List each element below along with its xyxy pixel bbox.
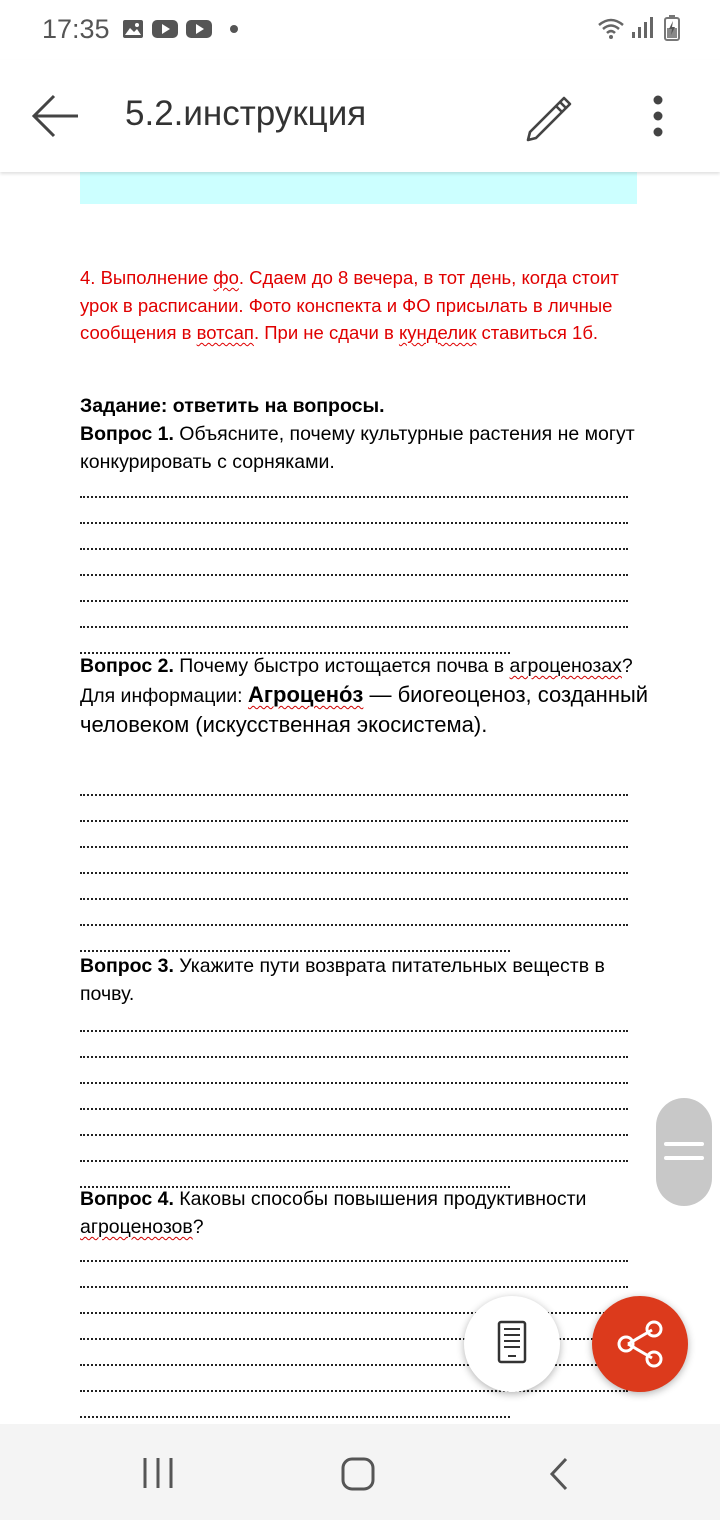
wifi-icon xyxy=(597,16,625,40)
answer-line xyxy=(80,874,628,900)
gallery-icon xyxy=(122,19,144,39)
answer-line xyxy=(80,524,628,550)
answer-line xyxy=(80,770,628,796)
question-text: Почему быстро истощается почва в xyxy=(173,655,510,677)
answer-line xyxy=(80,628,510,654)
answer-line xyxy=(80,900,628,926)
signal-icon xyxy=(630,16,654,40)
answer-line xyxy=(80,1392,510,1418)
youtube-icon xyxy=(186,19,212,39)
battery-icon xyxy=(664,15,680,41)
answer-line xyxy=(80,1058,628,1084)
question-block xyxy=(80,952,650,1008)
answer-line xyxy=(80,1136,628,1162)
answer-line xyxy=(80,472,628,498)
instruction-text: ставиться 1б. xyxy=(476,322,599,343)
question-label: Вопрос 2. xyxy=(80,655,174,677)
question-block xyxy=(80,652,650,740)
instruction-text: . При не сдачи в xyxy=(253,322,399,343)
question-text: ? Для информации: xyxy=(80,655,633,707)
answer-lines xyxy=(80,770,628,952)
pencil-icon[interactable] xyxy=(520,90,572,142)
drag-handle-icon xyxy=(656,1098,712,1206)
reading-view-button[interactable] xyxy=(464,1296,560,1392)
highlight-band xyxy=(80,172,637,204)
instruction-paragraph xyxy=(80,264,650,347)
term-definition: — биогеоценоз, созданный человеком (искусственная экосистема). xyxy=(80,682,649,737)
question-label: Вопрос 1. xyxy=(80,423,174,445)
status-time: 17:35 xyxy=(42,14,110,44)
spellcheck-word: агроценозов xyxy=(80,1216,193,1238)
answer-line xyxy=(80,796,628,822)
task-heading: Задание: ответить на вопросы. xyxy=(80,395,385,417)
question-label: Вопрос 4. xyxy=(80,1188,174,1210)
question-text: Объясните, почему культурные растения не могут конкурировать с сорняками. xyxy=(80,423,635,473)
question-text: Укажите пути возврата питательных веществ в почву. xyxy=(80,955,605,1005)
answer-line xyxy=(80,848,628,874)
spellcheck-word: фо xyxy=(213,267,239,288)
share-icon xyxy=(592,1296,688,1392)
answer-line xyxy=(80,602,628,628)
answer-line xyxy=(80,822,628,848)
task-block xyxy=(80,392,650,476)
answer-line xyxy=(80,1032,628,1058)
back-arrow-icon[interactable] xyxy=(30,92,82,140)
answer-line xyxy=(80,550,628,576)
question-label: Вопрос 3. xyxy=(80,955,174,977)
question-block xyxy=(80,1185,650,1241)
term-word: Агроцено́з xyxy=(248,682,364,707)
app-toolbar xyxy=(0,60,720,172)
answer-lines xyxy=(80,472,628,654)
recents-icon[interactable] xyxy=(140,1456,176,1490)
question-text: Каковы способы повышения продуктивности xyxy=(173,1188,587,1210)
reading-view-icon xyxy=(464,1296,560,1392)
spellcheck-word: агроценозах xyxy=(509,655,622,677)
page-title: 5.2.инструкция xyxy=(125,94,367,133)
answer-line xyxy=(80,1262,628,1288)
answer-line xyxy=(80,1006,628,1032)
answer-lines xyxy=(80,1006,628,1188)
more-vert-icon[interactable] xyxy=(645,94,671,138)
scroll-drag-handle[interactable] xyxy=(656,1098,712,1206)
document-page[interactable] xyxy=(0,172,720,1424)
instruction-text: 4. Выполнение xyxy=(80,267,214,288)
system-navigation-bar xyxy=(0,1424,720,1520)
question-text: ? xyxy=(192,1216,204,1238)
answer-line xyxy=(80,1236,628,1262)
nav-back-icon[interactable] xyxy=(546,1456,572,1492)
status-bar xyxy=(0,0,720,60)
spellcheck-word: вотсап xyxy=(196,322,254,343)
answer-line xyxy=(80,926,510,952)
share-button[interactable] xyxy=(592,1296,688,1392)
instruction-text: . Сдаем до 8 вечера, в тот день, когда стоит урок в расписании. Фото конспекта и ФО присылать в личные сообщения в xyxy=(80,267,619,343)
youtube-icon xyxy=(152,19,178,39)
answer-line xyxy=(80,1084,628,1110)
dot-icon xyxy=(229,24,239,34)
home-icon[interactable] xyxy=(340,1456,376,1492)
spellcheck-word: кунделик xyxy=(398,322,477,343)
answer-line xyxy=(80,1110,628,1136)
answer-line xyxy=(80,498,628,524)
answer-line xyxy=(80,576,628,602)
